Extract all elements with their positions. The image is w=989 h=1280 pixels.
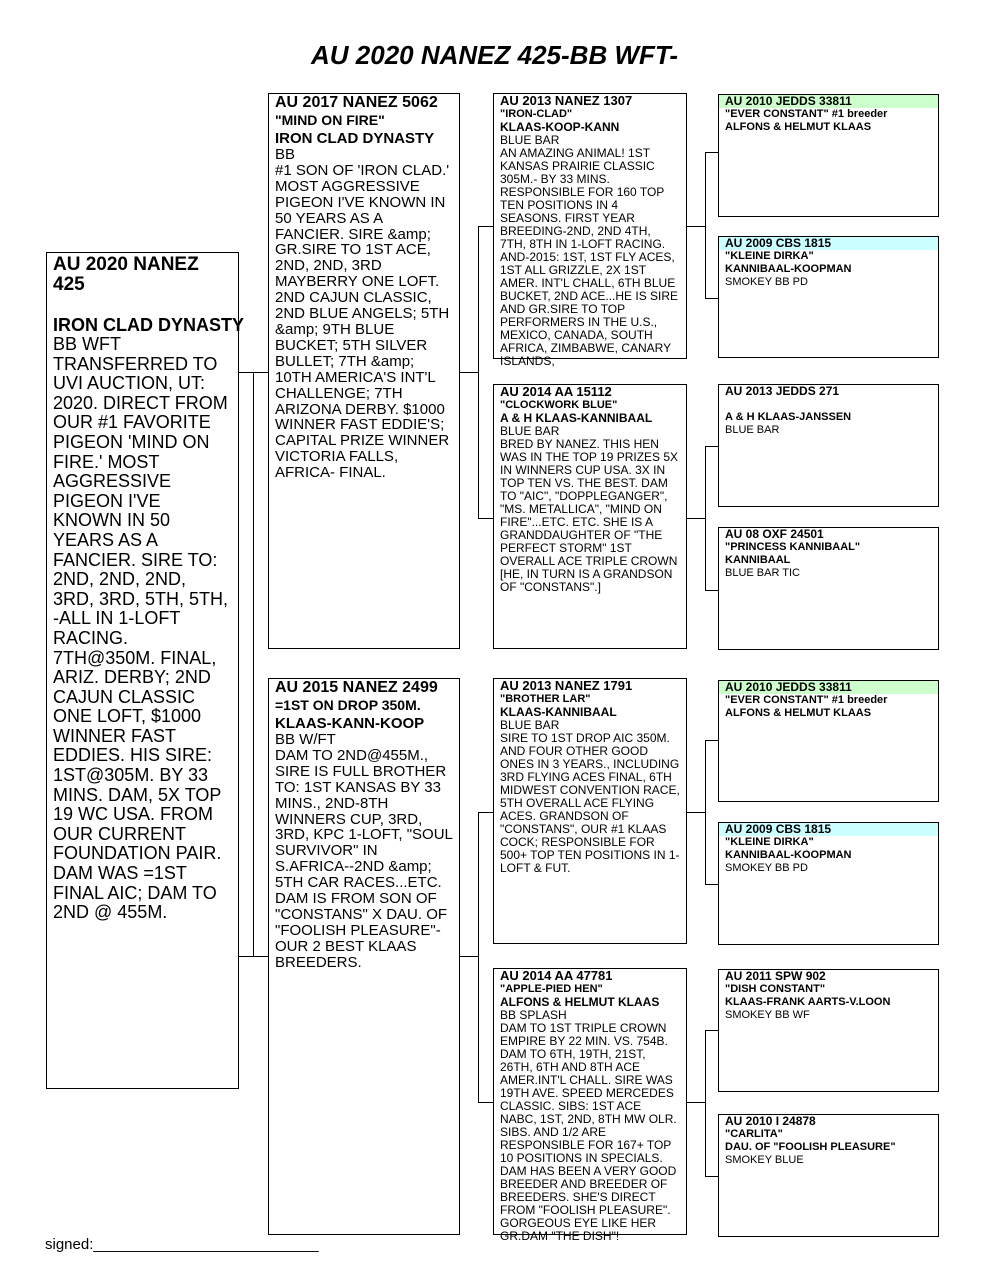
gen4-card (718, 969, 939, 1092)
gen4-nickname: "CARLITA" (725, 1128, 783, 1140)
gen4-nickname: "EVER CONSTANT" #1 breeder (725, 694, 888, 706)
gen4-band: AU 08 OXF 24501 (725, 527, 824, 541)
sire-sire-card (493, 93, 687, 368)
gen4-color: SMOKEY BB PD (725, 276, 808, 288)
sire-sire-color: BLUE BAR (500, 133, 560, 147)
gen4-band: AU 2011 SPW 902 (725, 969, 826, 983)
dam-band: AU 2015 NANEZ 2499 (275, 679, 438, 696)
connector-line (478, 226, 479, 518)
dam-name: KLAAS-KANN-KOOP (275, 715, 425, 732)
gen4-name: KLAAS-FRANK AARTS-V.LOON (725, 996, 891, 1008)
dam-nickname: =1ST ON DROP 350M. (275, 697, 421, 713)
connector-line (478, 518, 493, 519)
connector-line (705, 446, 718, 447)
connector-line (460, 372, 478, 373)
connector-line (253, 956, 268, 957)
sire-dam-name: A & H KLAAS-KANNIBAAL (500, 411, 653, 425)
connector-line (705, 1176, 718, 1177)
sire-sire-description: AN AMAZING ANIMAL! 1ST KANSAS PRAIRIE CLASSIC 305M.- BY 33 MINS. RESPONSIBLE FOR 160 TOP TEN POSITIONS IN 4 SEASONS. FIRST YEAR BREEDING-2ND, 2ND 4TH, 7TH, 8TH IN 1-LOFT RACING. AND-2015: 1ST, 1ST FLY ACES, 1ST ALL GRIZZLE, 2X 1ST AMER. INT'L CHALL, 6TH BLUE BUCKET, 2ND ACE...HE IS SIRE AND GR.SIRE TO TOP PERFORMERS IN THE U.S., MEXICO, CANADA, SOUTH AFRICA, ZIMBABWE, CANARY ISLANDS, (500, 146, 679, 368)
sire-card (268, 93, 460, 649)
subject-description: TRANSFERRED TO UVI AUCTION, UT: 2020. DIRECT FROM OUR #1 FAVORITE PIGEON 'MIND ON FIRE.' MOST AGGRESSIVE PIGEON I'VE KNOWN IN 50 YEARS AS A FANCIER. SIRE TO: 2ND, 2ND, 2ND, 3RD, 3RD, 5TH, 5TH, -ALL IN 1-LOFT RACING. 7TH@350M. FINAL, ARIZ. DERBY; 2ND CAJUN CLASSIC ONE LOFT, $1000 WINNER FAST EDDIES. HIS SIRE: 1ST@305M. BY 33 MINS. DAM, 5X TOP 19 WC USA. FROM OUR CURRENT FOUNDATION PAIR. DAM WAS =1ST FINAL AIC; DAM TO 2ND @ 455M. (53, 353, 229, 923)
subject-name: IRON CLAD DYNASTY (53, 315, 245, 335)
connector-line (705, 590, 718, 591)
gen4-band: AU 2010 I 24878 (725, 1114, 816, 1128)
gen4-nickname: "EVER CONSTANT" #1 breeder (725, 108, 888, 120)
connector-line (705, 298, 718, 299)
connector-line (705, 1030, 718, 1031)
gen4-card (718, 527, 939, 650)
dam-dam-nickname: "APPLE-PIED HEN" (500, 983, 603, 995)
dam-dam-color: BB SPLASH (500, 1008, 567, 1022)
dam-description: DAM TO 2ND@455M., SIRE IS FULL BROTHER TO: 1ST KANSAS BY 33 MINS., 2ND-8TH WINNERS CUP, 3RD, 3RD, KPC 1-LOFT, "SOUL SURVIVOR" IN S.AFRICA--2ND &amp; 5TH CAR RACES...ETC. DAM IS FROM SON OF "CONSTANS" X DAU. OF "FOOLISH PLEASURE"- OUR 2 BEST KLAAS BREEDERS. (275, 746, 453, 971)
dam-sire-description: SIRE TO 1ST DROP AIC 350M. AND FOUR OTHER GOOD ONES IN 3 YEARS., INCLUDING 3RD FLYING ACES FINAL, 6TH MIDWEST CONVENTION RACE, 5TH OVERALL ACE FLYING ACES. GRANDSON OF "CONSTANS", OUR #1 KLAAS COCK; RESPONSIBLE FOR 500+ TOP TEN POSITIONS IN 1-LOFT & FUT. (500, 731, 680, 875)
dam-dam-card (493, 968, 687, 1243)
connector-line (705, 740, 718, 741)
dam-sire-nickname: "BROTHER LAR" (500, 693, 591, 705)
connector-line (478, 812, 479, 1102)
gen4-color: BLUE BAR (725, 424, 780, 436)
dam-dam-band: AU 2014 AA 47781 (500, 968, 613, 983)
sire-dam-band: AU 2014 AA 15112 (500, 384, 612, 399)
gen4-color: SMOKEY BLUE (725, 1154, 804, 1166)
gen4-name: KANNIBAAL-KOOPMAN (725, 263, 852, 275)
connector-line (705, 152, 706, 298)
dam-dam-description: DAM TO 1ST TRIPLE CROWN EMPIRE BY 22 MIN. VS. 754B. DAM TO 6TH, 19TH, 21ST, 26TH, 6TH AND 8TH ACE AMER.INT'L CHALL. SIRE WAS 19TH AVE. SPEED MERCEDES CLASSIC. SIBS: 1ST ACE NABC, 1ST, 2ND, 8TH MW OLR. SIBS. AND 1/2 ARE RESPONSIBLE FOR 167+ TOP 10 POSITIONS IN SPECIALS. DAM HAS BEEN A VERY GOOD BREEDER AND BREEDER OF BREEDERS. SHE'S DIRECT FROM "FOOLISH PLEASURE". GORGEOUS EYE LIKE HER GR.DAM "THE DISH"! (500, 1021, 677, 1243)
gen4-name: KANNIBAAL-KOOPMAN (725, 849, 852, 861)
gen4-band: AU 2009 CBS 1815 (719, 823, 938, 836)
subject-card (46, 252, 245, 1089)
sire-name: IRON CLAD DYNASTY (275, 130, 435, 147)
connector-line (687, 812, 705, 813)
gen4-nickname: "DISH CONSTANT" (725, 983, 826, 995)
connector-line (253, 372, 268, 373)
connector-line (687, 226, 705, 227)
dam-sire-card (493, 678, 687, 944)
gen4-band: AU 2009 CBS 1815 (719, 237, 938, 250)
gen4-card (718, 1114, 939, 1237)
signature-line: signed:___________________________ (45, 1236, 319, 1253)
sire-color: BB (275, 146, 296, 163)
gen4-name: DAU. OF "FOOLISH PLEASURE" (725, 1141, 896, 1153)
connector-line (705, 1030, 706, 1176)
gen4-card (718, 680, 939, 802)
sire-dam-description: BRED BY NANEZ. THIS HEN WAS IN THE TOP 19 PRIZES 5X IN WINNERS CUP USA. 3X IN TOP TEN VS. THE BEST. DAM TO "AIC", "DOPPLEGANGER", "MS. METALLICA", "MIND ON FIRE"...ETC. ETC. SHE IS A GRANDDAUGHTER OF "THE PERFECT STORM" 1ST OVERALL ACE TRIPLE CROWN [HE, IN TURN IS A GRANDSON OF "CONSTANS".] (500, 437, 679, 594)
sire-sire-band: AU 2013 NANEZ 1307 (500, 93, 633, 108)
dam-dam-name: ALFONS & HELMUT KLAAS (500, 995, 660, 1009)
gen4-nickname: "KLEINE DIRKA" (725, 836, 814, 848)
gen4-color: BLUE BAR TIC (725, 567, 800, 579)
connector-line (253, 372, 254, 956)
gen4-card (718, 822, 939, 945)
subject-color: BB WFT (53, 334, 121, 354)
connector-line (705, 740, 706, 884)
sire-description: #1 SON OF 'IRON CLAD.' MOST AGGRESSIVE PIGEON I'VE KNOWN IN 50 YEARS AS A FANCIER. SIRE &amp; GR.SIRE TO 1ST ACE, 2ND, 2ND, 3RD MAYBERRY ONE LOFT. 2ND CAJUN CLASSIC, 2ND BLUE ANGELS; 5TH &amp; 9TH BLUE BUCKET; 5TH SILVER BULLET; 7TH &amp; 10TH AMERICA'S INT'L CHALLENGE; 7TH ARIZONA DERBY. $1000 WINNER FAST EDDIE'S; CAPITAL PRIZE WINNER VICTORIA FALLS, AFRICA- FINAL. (275, 161, 450, 482)
connector-line (478, 812, 493, 813)
connector-line (478, 1102, 493, 1103)
connector-line (687, 1102, 705, 1103)
subject-band: AU 2020 NANEZ 425 (53, 254, 199, 295)
connector-line (239, 372, 253, 373)
sire-sire-nickname: "IRON-CLAD" (500, 108, 573, 120)
gen4-band: AU 2013 JEDDS 271 (725, 384, 840, 398)
connector-line (687, 518, 705, 519)
connector-line (705, 884, 718, 885)
sire-band: AU 2017 NANEZ 5062 (275, 94, 438, 111)
page-title: AU 2020 NANEZ 425-BB WFT- (311, 40, 678, 70)
gen4-color: SMOKEY BB PD (725, 862, 808, 874)
gen4-band: AU 2010 JEDDS 33811 (719, 95, 938, 108)
dam-sire-name: KLAAS-KANNIBAAL (500, 705, 617, 719)
gen4-name: A & H KLAAS-JANSSEN (725, 411, 852, 423)
gen4-band: AU 2010 JEDDS 33811 (719, 681, 938, 694)
sire-dam-card (493, 384, 687, 649)
gen4-card (718, 384, 939, 507)
connector-line (239, 956, 253, 957)
connector-line (705, 446, 706, 590)
dam-card (268, 678, 460, 1235)
dam-color: BB W/FT (275, 731, 336, 748)
dam-sire-band: AU 2013 NANEZ 1791 (500, 678, 633, 693)
gen4-name: ALFONS & HELMUT KLAAS (725, 707, 872, 719)
gen4-color: SMOKEY BB WF (725, 1009, 810, 1021)
gen4-card (718, 94, 939, 217)
sire-dam-nickname: "CLOCKWORK BLUE" (500, 399, 618, 411)
gen4-name: KANNIBAAL (725, 554, 791, 566)
gen4-nickname: "PRINCESS KANNIBAAL" (725, 541, 861, 553)
dam-sire-color: BLUE BAR (500, 718, 560, 732)
gen4-name: ALFONS & HELMUT KLAAS (725, 121, 872, 133)
gen4-nickname: "KLEINE DIRKA" (725, 250, 814, 262)
connector-line (705, 152, 718, 153)
sire-dam-color: BLUE BAR (500, 424, 560, 438)
gen4-card (718, 236, 939, 358)
connector-line (478, 226, 493, 227)
connector-line (460, 956, 478, 957)
sire-nickname: "MIND ON FIRE" (275, 112, 385, 128)
sire-sire-name: KLAAS-KOOP-KANN (500, 120, 620, 134)
gen4-nickname (725, 398, 932, 410)
